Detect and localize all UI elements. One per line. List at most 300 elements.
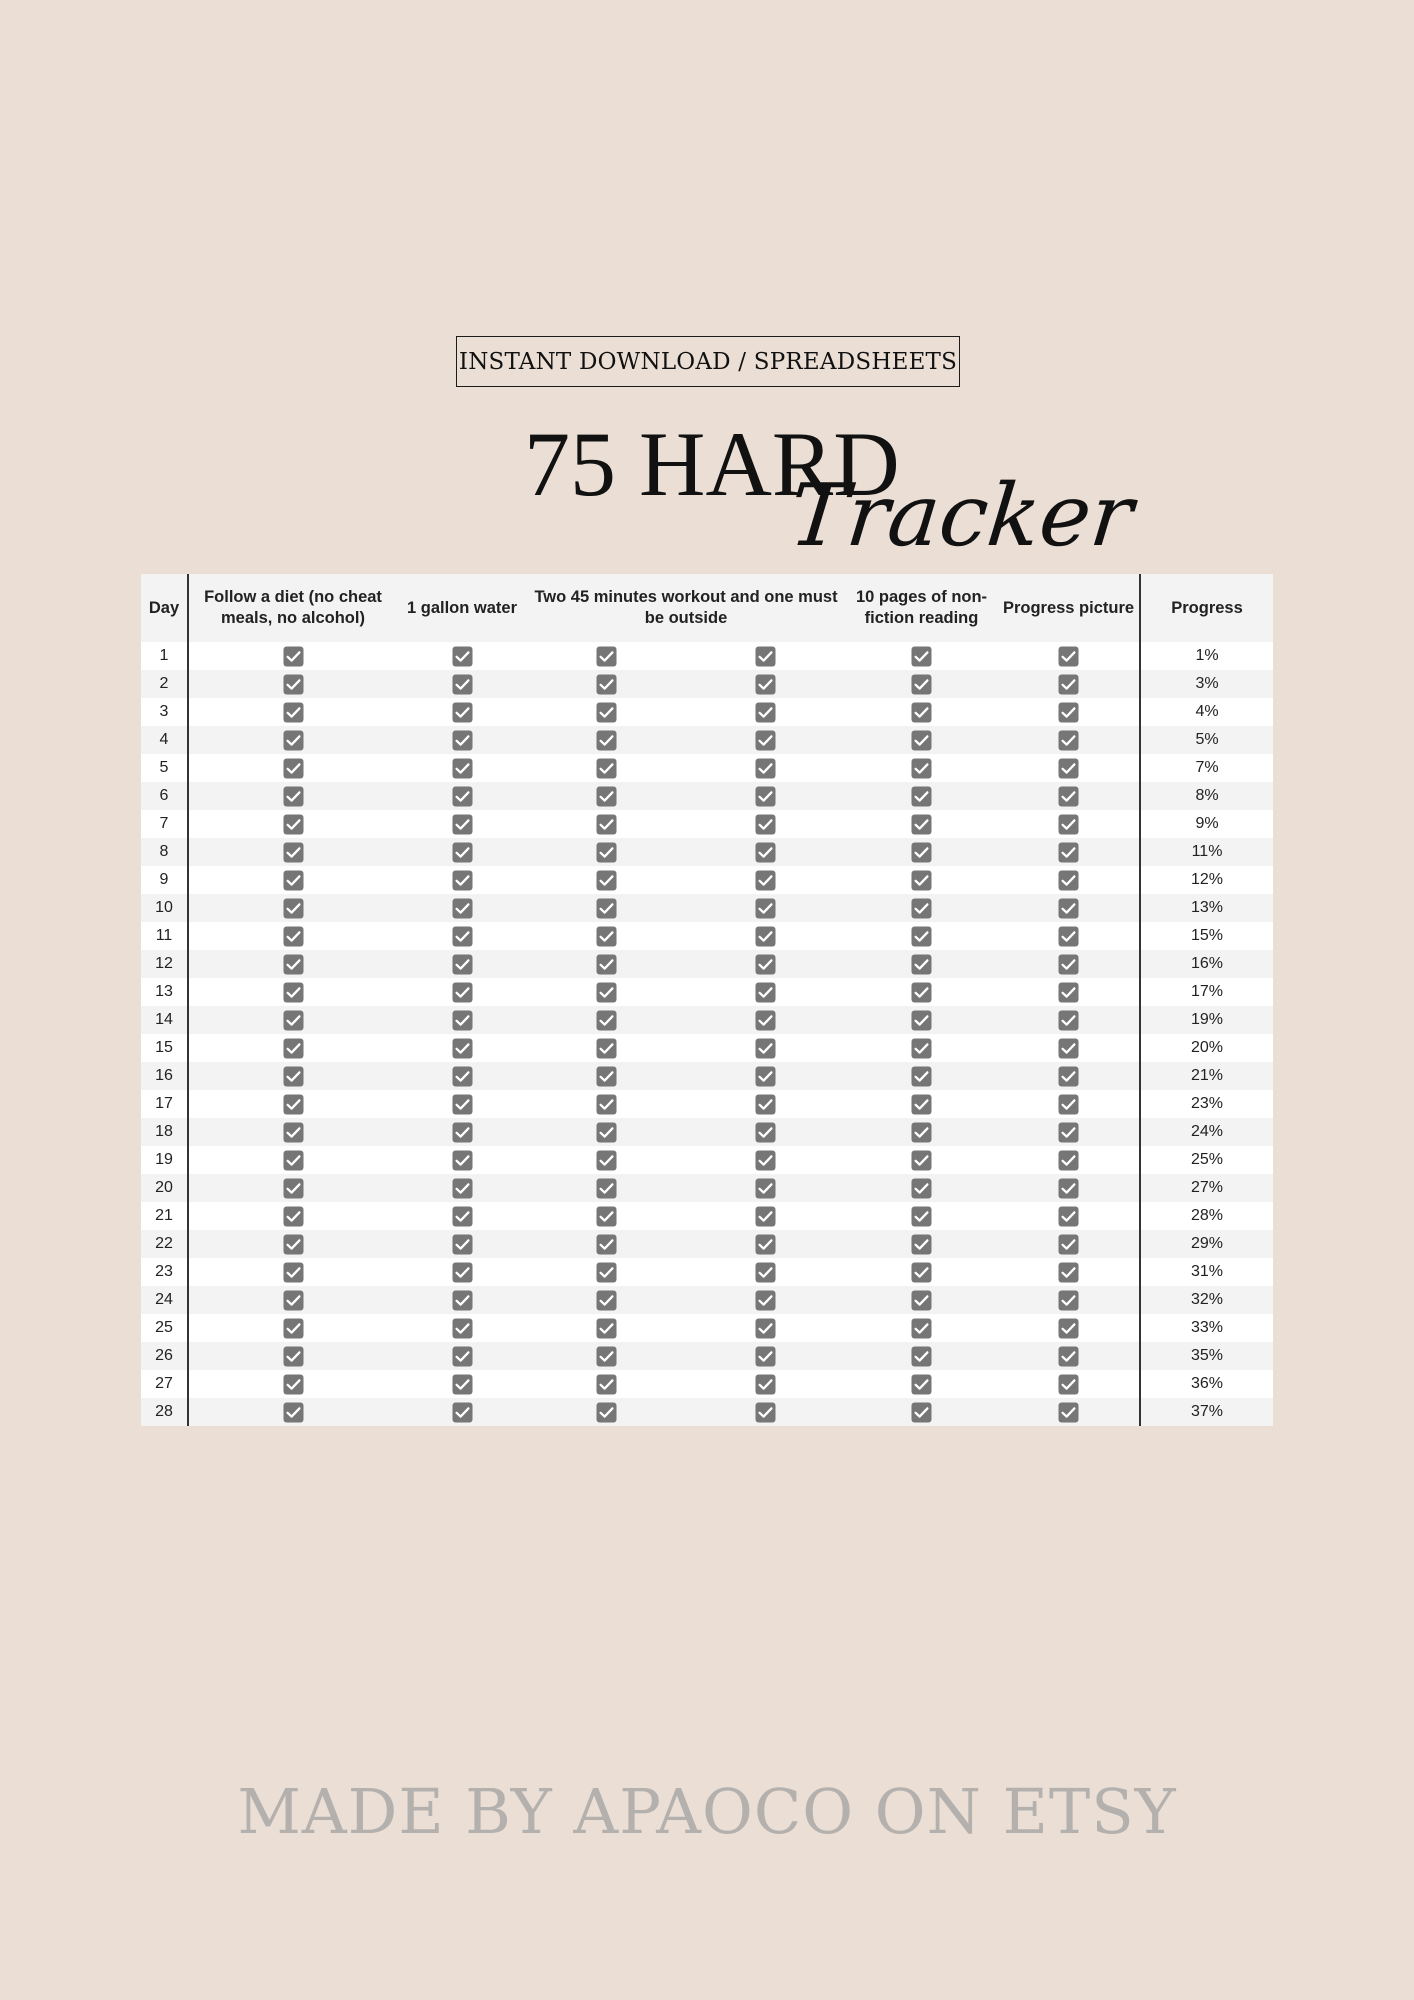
checked-checkbox-icon[interactable]	[452, 730, 473, 751]
checkbox-diet[interactable]	[188, 698, 397, 726]
checkbox-reading[interactable]	[845, 1230, 998, 1258]
checked-checkbox-icon[interactable]	[911, 1122, 932, 1143]
checked-checkbox-icon[interactable]	[452, 1402, 473, 1423]
checkbox-workout-1[interactable]	[527, 1202, 685, 1230]
checkbox-picture[interactable]	[998, 670, 1140, 698]
checked-checkbox-icon[interactable]	[755, 1402, 776, 1423]
checkbox-picture[interactable]	[998, 1370, 1140, 1398]
checked-checkbox-icon[interactable]	[755, 982, 776, 1003]
checked-checkbox-icon[interactable]	[1058, 1066, 1079, 1087]
checked-checkbox-icon[interactable]	[283, 758, 304, 779]
checked-checkbox-icon[interactable]	[1058, 842, 1079, 863]
checkbox-workout-2[interactable]	[685, 1174, 845, 1202]
checked-checkbox-icon[interactable]	[452, 1234, 473, 1255]
checked-checkbox-icon[interactable]	[283, 646, 304, 667]
checked-checkbox-icon[interactable]	[452, 1066, 473, 1087]
checkbox-diet[interactable]	[188, 670, 397, 698]
checkbox-workout-2[interactable]	[685, 866, 845, 894]
checkbox-diet[interactable]	[188, 726, 397, 754]
checked-checkbox-icon[interactable]	[596, 1094, 617, 1115]
checked-checkbox-icon[interactable]	[755, 1038, 776, 1059]
checked-checkbox-icon[interactable]	[755, 898, 776, 919]
checkbox-reading[interactable]	[845, 1398, 998, 1426]
checked-checkbox-icon[interactable]	[596, 1346, 617, 1367]
checked-checkbox-icon[interactable]	[283, 786, 304, 807]
checkbox-diet[interactable]	[188, 1006, 397, 1034]
checkbox-reading[interactable]	[845, 1174, 998, 1202]
checkbox-workout-2[interactable]	[685, 950, 845, 978]
checkbox-reading[interactable]	[845, 866, 998, 894]
checked-checkbox-icon[interactable]	[911, 1094, 932, 1115]
checked-checkbox-icon[interactable]	[452, 1290, 473, 1311]
checked-checkbox-icon[interactable]	[452, 1094, 473, 1115]
checkbox-water[interactable]	[397, 1398, 527, 1426]
checkbox-reading[interactable]	[845, 1258, 998, 1286]
checkbox-workout-2[interactable]	[685, 726, 845, 754]
checkbox-workout-1[interactable]	[527, 1062, 685, 1090]
checked-checkbox-icon[interactable]	[911, 842, 932, 863]
checkbox-workout-1[interactable]	[527, 894, 685, 922]
checkbox-workout-2[interactable]	[685, 698, 845, 726]
checked-checkbox-icon[interactable]	[596, 786, 617, 807]
checkbox-workout-2[interactable]	[685, 1006, 845, 1034]
checked-checkbox-icon[interactable]	[452, 898, 473, 919]
checkbox-workout-1[interactable]	[527, 670, 685, 698]
checkbox-picture[interactable]	[998, 642, 1140, 670]
checkbox-reading[interactable]	[845, 838, 998, 866]
checkbox-picture[interactable]	[998, 782, 1140, 810]
checkbox-reading[interactable]	[845, 1342, 998, 1370]
checked-checkbox-icon[interactable]	[911, 1402, 932, 1423]
checkbox-workout-2[interactable]	[685, 1258, 845, 1286]
checkbox-picture[interactable]	[998, 1398, 1140, 1426]
checked-checkbox-icon[interactable]	[452, 982, 473, 1003]
checkbox-water[interactable]	[397, 1370, 527, 1398]
checked-checkbox-icon[interactable]	[755, 1234, 776, 1255]
checked-checkbox-icon[interactable]	[283, 1122, 304, 1143]
checkbox-reading[interactable]	[845, 1314, 998, 1342]
checkbox-diet[interactable]	[188, 866, 397, 894]
checked-checkbox-icon[interactable]	[911, 1290, 932, 1311]
checked-checkbox-icon[interactable]	[596, 674, 617, 695]
checkbox-water[interactable]	[397, 838, 527, 866]
checked-checkbox-icon[interactable]	[1058, 1094, 1079, 1115]
checked-checkbox-icon[interactable]	[596, 1038, 617, 1059]
checkbox-diet[interactable]	[188, 642, 397, 670]
checked-checkbox-icon[interactable]	[911, 1066, 932, 1087]
checkbox-workout-2[interactable]	[685, 782, 845, 810]
checkbox-reading[interactable]	[845, 670, 998, 698]
checked-checkbox-icon[interactable]	[283, 1066, 304, 1087]
checked-checkbox-icon[interactable]	[283, 814, 304, 835]
checkbox-reading[interactable]	[845, 950, 998, 978]
checkbox-reading[interactable]	[845, 642, 998, 670]
checkbox-workout-2[interactable]	[685, 1286, 845, 1314]
checked-checkbox-icon[interactable]	[596, 1178, 617, 1199]
checked-checkbox-icon[interactable]	[452, 758, 473, 779]
checked-checkbox-icon[interactable]	[755, 786, 776, 807]
checked-checkbox-icon[interactable]	[755, 1010, 776, 1031]
checked-checkbox-icon[interactable]	[452, 926, 473, 947]
checked-checkbox-icon[interactable]	[911, 1346, 932, 1367]
checkbox-picture[interactable]	[998, 810, 1140, 838]
checked-checkbox-icon[interactable]	[911, 954, 932, 975]
checkbox-water[interactable]	[397, 1202, 527, 1230]
checkbox-diet[interactable]	[188, 1342, 397, 1370]
checkbox-workout-1[interactable]	[527, 922, 685, 950]
checked-checkbox-icon[interactable]	[452, 1346, 473, 1367]
checked-checkbox-icon[interactable]	[911, 1318, 932, 1339]
checked-checkbox-icon[interactable]	[1058, 730, 1079, 751]
checkbox-diet[interactable]	[188, 782, 397, 810]
checkbox-workout-1[interactable]	[527, 1230, 685, 1258]
checked-checkbox-icon[interactable]	[911, 982, 932, 1003]
checked-checkbox-icon[interactable]	[1058, 1402, 1079, 1423]
checkbox-water[interactable]	[397, 782, 527, 810]
checked-checkbox-icon[interactable]	[452, 1318, 473, 1339]
checked-checkbox-icon[interactable]	[755, 1178, 776, 1199]
checked-checkbox-icon[interactable]	[452, 1122, 473, 1143]
checkbox-water[interactable]	[397, 950, 527, 978]
checked-checkbox-icon[interactable]	[283, 1094, 304, 1115]
checked-checkbox-icon[interactable]	[452, 1374, 473, 1395]
checkbox-picture[interactable]	[998, 978, 1140, 1006]
checkbox-water[interactable]	[397, 1034, 527, 1062]
checked-checkbox-icon[interactable]	[596, 1374, 617, 1395]
checked-checkbox-icon[interactable]	[1058, 1206, 1079, 1227]
checkbox-picture[interactable]	[998, 866, 1140, 894]
checked-checkbox-icon[interactable]	[596, 1066, 617, 1087]
checkbox-water[interactable]	[397, 1230, 527, 1258]
checked-checkbox-icon[interactable]	[596, 1206, 617, 1227]
checkbox-reading[interactable]	[845, 1286, 998, 1314]
checked-checkbox-icon[interactable]	[596, 1402, 617, 1423]
checked-checkbox-icon[interactable]	[452, 1010, 473, 1031]
checked-checkbox-icon[interactable]	[452, 1262, 473, 1283]
checked-checkbox-icon[interactable]	[755, 1122, 776, 1143]
checkbox-picture[interactable]	[998, 1286, 1140, 1314]
checked-checkbox-icon[interactable]	[911, 730, 932, 751]
checkbox-workout-1[interactable]	[527, 1258, 685, 1286]
checkbox-diet[interactable]	[188, 1230, 397, 1258]
checked-checkbox-icon[interactable]	[596, 646, 617, 667]
checked-checkbox-icon[interactable]	[1058, 1374, 1079, 1395]
checked-checkbox-icon[interactable]	[755, 702, 776, 723]
checked-checkbox-icon[interactable]	[283, 1346, 304, 1367]
checkbox-workout-1[interactable]	[527, 1370, 685, 1398]
checkbox-workout-1[interactable]	[527, 1398, 685, 1426]
checkbox-picture[interactable]	[998, 1118, 1140, 1146]
checked-checkbox-icon[interactable]	[755, 1374, 776, 1395]
checkbox-workout-2[interactable]	[685, 1090, 845, 1118]
checkbox-workout-1[interactable]	[527, 754, 685, 782]
checked-checkbox-icon[interactable]	[596, 870, 617, 891]
checkbox-workout-1[interactable]	[527, 698, 685, 726]
checkbox-workout-2[interactable]	[685, 1062, 845, 1090]
checked-checkbox-icon[interactable]	[755, 1150, 776, 1171]
checked-checkbox-icon[interactable]	[755, 870, 776, 891]
checked-checkbox-icon[interactable]	[1058, 814, 1079, 835]
checkbox-workout-1[interactable]	[527, 1006, 685, 1034]
checkbox-diet[interactable]	[188, 922, 397, 950]
checkbox-workout-2[interactable]	[685, 642, 845, 670]
checked-checkbox-icon[interactable]	[755, 646, 776, 667]
checked-checkbox-icon[interactable]	[283, 1010, 304, 1031]
checked-checkbox-icon[interactable]	[1058, 1178, 1079, 1199]
checked-checkbox-icon[interactable]	[283, 1206, 304, 1227]
checked-checkbox-icon[interactable]	[755, 1206, 776, 1227]
checked-checkbox-icon[interactable]	[452, 646, 473, 667]
checkbox-workout-2[interactable]	[685, 838, 845, 866]
checkbox-diet[interactable]	[188, 754, 397, 782]
checked-checkbox-icon[interactable]	[755, 926, 776, 947]
checked-checkbox-icon[interactable]	[596, 1318, 617, 1339]
checkbox-water[interactable]	[397, 1286, 527, 1314]
checked-checkbox-icon[interactable]	[596, 898, 617, 919]
checked-checkbox-icon[interactable]	[1058, 1290, 1079, 1311]
checked-checkbox-icon[interactable]	[1058, 786, 1079, 807]
checkbox-workout-2[interactable]	[685, 1146, 845, 1174]
checkbox-picture[interactable]	[998, 1174, 1140, 1202]
checked-checkbox-icon[interactable]	[1058, 1234, 1079, 1255]
checkbox-water[interactable]	[397, 866, 527, 894]
checked-checkbox-icon[interactable]	[1058, 1150, 1079, 1171]
checkbox-picture[interactable]	[998, 838, 1140, 866]
checkbox-picture[interactable]	[998, 754, 1140, 782]
checkbox-diet[interactable]	[188, 1118, 397, 1146]
checkbox-workout-1[interactable]	[527, 838, 685, 866]
checkbox-reading[interactable]	[845, 726, 998, 754]
checked-checkbox-icon[interactable]	[283, 926, 304, 947]
checkbox-water[interactable]	[397, 698, 527, 726]
checked-checkbox-icon[interactable]	[596, 1010, 617, 1031]
checkbox-workout-1[interactable]	[527, 1118, 685, 1146]
checked-checkbox-icon[interactable]	[1058, 870, 1079, 891]
checkbox-workout-1[interactable]	[527, 782, 685, 810]
checkbox-water[interactable]	[397, 978, 527, 1006]
checked-checkbox-icon[interactable]	[283, 1178, 304, 1199]
checkbox-workout-2[interactable]	[685, 978, 845, 1006]
checkbox-workout-1[interactable]	[527, 866, 685, 894]
checkbox-picture[interactable]	[998, 1146, 1140, 1174]
checkbox-reading[interactable]	[845, 698, 998, 726]
checkbox-diet[interactable]	[188, 950, 397, 978]
checkbox-diet[interactable]	[188, 894, 397, 922]
checked-checkbox-icon[interactable]	[911, 814, 932, 835]
checked-checkbox-icon[interactable]	[911, 702, 932, 723]
checkbox-reading[interactable]	[845, 1034, 998, 1062]
checked-checkbox-icon[interactable]	[596, 758, 617, 779]
checked-checkbox-icon[interactable]	[1058, 982, 1079, 1003]
checkbox-reading[interactable]	[845, 1090, 998, 1118]
checkbox-workout-2[interactable]	[685, 1398, 845, 1426]
checked-checkbox-icon[interactable]	[452, 1150, 473, 1171]
checkbox-picture[interactable]	[998, 894, 1140, 922]
checkbox-workout-2[interactable]	[685, 922, 845, 950]
checkbox-water[interactable]	[397, 894, 527, 922]
checked-checkbox-icon[interactable]	[1058, 1262, 1079, 1283]
checked-checkbox-icon[interactable]	[452, 1206, 473, 1227]
checked-checkbox-icon[interactable]	[1058, 646, 1079, 667]
checkbox-picture[interactable]	[998, 1230, 1140, 1258]
checkbox-reading[interactable]	[845, 1202, 998, 1230]
checkbox-diet[interactable]	[188, 1146, 397, 1174]
checkbox-diet[interactable]	[188, 1370, 397, 1398]
checked-checkbox-icon[interactable]	[755, 1094, 776, 1115]
checkbox-picture[interactable]	[998, 1062, 1140, 1090]
checkbox-picture[interactable]	[998, 1314, 1140, 1342]
checkbox-diet[interactable]	[188, 978, 397, 1006]
checkbox-water[interactable]	[397, 726, 527, 754]
checkbox-diet[interactable]	[188, 1202, 397, 1230]
checked-checkbox-icon[interactable]	[1058, 1038, 1079, 1059]
checkbox-water[interactable]	[397, 754, 527, 782]
checkbox-workout-1[interactable]	[527, 810, 685, 838]
checked-checkbox-icon[interactable]	[596, 814, 617, 835]
checked-checkbox-icon[interactable]	[755, 758, 776, 779]
checkbox-reading[interactable]	[845, 1006, 998, 1034]
checked-checkbox-icon[interactable]	[1058, 898, 1079, 919]
checked-checkbox-icon[interactable]	[596, 702, 617, 723]
checkbox-picture[interactable]	[998, 1342, 1140, 1370]
checkbox-workout-2[interactable]	[685, 1202, 845, 1230]
checkbox-water[interactable]	[397, 1314, 527, 1342]
checkbox-picture[interactable]	[998, 950, 1140, 978]
checked-checkbox-icon[interactable]	[755, 814, 776, 835]
checked-checkbox-icon[interactable]	[911, 926, 932, 947]
checked-checkbox-icon[interactable]	[596, 730, 617, 751]
checked-checkbox-icon[interactable]	[911, 1206, 932, 1227]
checked-checkbox-icon[interactable]	[911, 674, 932, 695]
checkbox-water[interactable]	[397, 1174, 527, 1202]
checked-checkbox-icon[interactable]	[911, 1262, 932, 1283]
checked-checkbox-icon[interactable]	[911, 1038, 932, 1059]
checked-checkbox-icon[interactable]	[911, 898, 932, 919]
checkbox-water[interactable]	[397, 1146, 527, 1174]
checked-checkbox-icon[interactable]	[452, 870, 473, 891]
checked-checkbox-icon[interactable]	[1058, 674, 1079, 695]
checkbox-workout-1[interactable]	[527, 1090, 685, 1118]
checked-checkbox-icon[interactable]	[283, 1038, 304, 1059]
checkbox-workout-2[interactable]	[685, 810, 845, 838]
checked-checkbox-icon[interactable]	[755, 730, 776, 751]
checkbox-workout-1[interactable]	[527, 1342, 685, 1370]
checkbox-reading[interactable]	[845, 1370, 998, 1398]
checked-checkbox-icon[interactable]	[283, 730, 304, 751]
checkbox-reading[interactable]	[845, 810, 998, 838]
checkbox-reading[interactable]	[845, 1146, 998, 1174]
checkbox-diet[interactable]	[188, 838, 397, 866]
checkbox-picture[interactable]	[998, 1034, 1140, 1062]
checkbox-diet[interactable]	[188, 1062, 397, 1090]
checked-checkbox-icon[interactable]	[1058, 702, 1079, 723]
checkbox-workout-1[interactable]	[527, 1286, 685, 1314]
checkbox-workout-1[interactable]	[527, 642, 685, 670]
checked-checkbox-icon[interactable]	[1058, 926, 1079, 947]
checked-checkbox-icon[interactable]	[1058, 1346, 1079, 1367]
checkbox-reading[interactable]	[845, 1062, 998, 1090]
checked-checkbox-icon[interactable]	[911, 758, 932, 779]
checked-checkbox-icon[interactable]	[283, 870, 304, 891]
checkbox-picture[interactable]	[998, 922, 1140, 950]
checked-checkbox-icon[interactable]	[596, 1150, 617, 1171]
checkbox-workout-2[interactable]	[685, 754, 845, 782]
checkbox-reading[interactable]	[845, 978, 998, 1006]
checkbox-workout-1[interactable]	[527, 726, 685, 754]
checked-checkbox-icon[interactable]	[1058, 1122, 1079, 1143]
checkbox-water[interactable]	[397, 670, 527, 698]
checkbox-water[interactable]	[397, 1258, 527, 1286]
checked-checkbox-icon[interactable]	[452, 954, 473, 975]
checked-checkbox-icon[interactable]	[911, 870, 932, 891]
checked-checkbox-icon[interactable]	[755, 842, 776, 863]
checked-checkbox-icon[interactable]	[452, 702, 473, 723]
checkbox-water[interactable]	[397, 642, 527, 670]
checkbox-workout-1[interactable]	[527, 1034, 685, 1062]
checkbox-water[interactable]	[397, 1342, 527, 1370]
checked-checkbox-icon[interactable]	[1058, 954, 1079, 975]
checked-checkbox-icon[interactable]	[596, 1262, 617, 1283]
checkbox-workout-1[interactable]	[527, 978, 685, 1006]
checkbox-water[interactable]	[397, 1062, 527, 1090]
checkbox-workout-2[interactable]	[685, 1034, 845, 1062]
checkbox-workout-2[interactable]	[685, 894, 845, 922]
checked-checkbox-icon[interactable]	[452, 674, 473, 695]
checked-checkbox-icon[interactable]	[283, 1374, 304, 1395]
checkbox-diet[interactable]	[188, 810, 397, 838]
checkbox-reading[interactable]	[845, 922, 998, 950]
checked-checkbox-icon[interactable]	[755, 1066, 776, 1087]
checkbox-reading[interactable]	[845, 894, 998, 922]
checked-checkbox-icon[interactable]	[911, 1234, 932, 1255]
checkbox-workout-1[interactable]	[527, 1314, 685, 1342]
checkbox-reading[interactable]	[845, 754, 998, 782]
checkbox-workout-2[interactable]	[685, 1314, 845, 1342]
checked-checkbox-icon[interactable]	[452, 786, 473, 807]
checked-checkbox-icon[interactable]	[1058, 1318, 1079, 1339]
checked-checkbox-icon[interactable]	[911, 786, 932, 807]
checked-checkbox-icon[interactable]	[755, 1346, 776, 1367]
checked-checkbox-icon[interactable]	[596, 982, 617, 1003]
checked-checkbox-icon[interactable]	[283, 1150, 304, 1171]
checked-checkbox-icon[interactable]	[596, 1122, 617, 1143]
checked-checkbox-icon[interactable]	[911, 1178, 932, 1199]
checkbox-workout-2[interactable]	[685, 1342, 845, 1370]
checkbox-water[interactable]	[397, 1118, 527, 1146]
checked-checkbox-icon[interactable]	[596, 1234, 617, 1255]
checked-checkbox-icon[interactable]	[283, 842, 304, 863]
checked-checkbox-icon[interactable]	[596, 1290, 617, 1311]
checkbox-water[interactable]	[397, 810, 527, 838]
checked-checkbox-icon[interactable]	[596, 926, 617, 947]
checked-checkbox-icon[interactable]	[755, 1318, 776, 1339]
checkbox-diet[interactable]	[188, 1398, 397, 1426]
checkbox-workout-1[interactable]	[527, 1146, 685, 1174]
checked-checkbox-icon[interactable]	[283, 954, 304, 975]
checked-checkbox-icon[interactable]	[283, 1290, 304, 1311]
checkbox-picture[interactable]	[998, 1258, 1140, 1286]
checked-checkbox-icon[interactable]	[283, 1234, 304, 1255]
checked-checkbox-icon[interactable]	[755, 954, 776, 975]
checkbox-workout-2[interactable]	[685, 1118, 845, 1146]
checked-checkbox-icon[interactable]	[283, 1262, 304, 1283]
checked-checkbox-icon[interactable]	[911, 646, 932, 667]
checkbox-reading[interactable]	[845, 1118, 998, 1146]
checkbox-picture[interactable]	[998, 698, 1140, 726]
checked-checkbox-icon[interactable]	[452, 814, 473, 835]
checkbox-workout-2[interactable]	[685, 1370, 845, 1398]
checkbox-diet[interactable]	[188, 1258, 397, 1286]
